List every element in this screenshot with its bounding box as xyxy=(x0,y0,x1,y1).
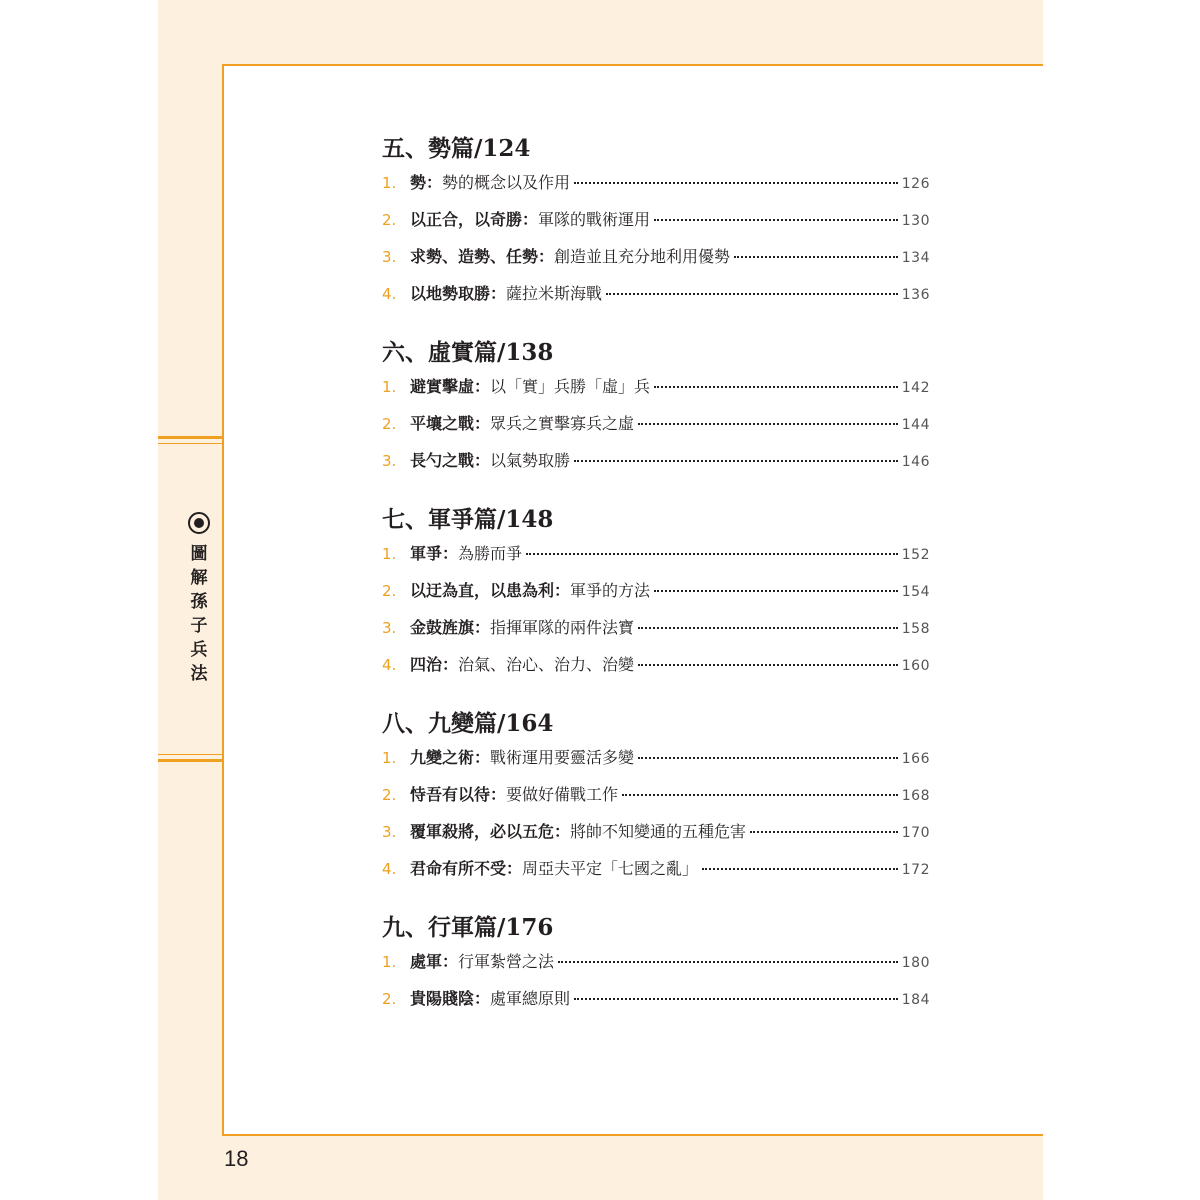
entry-label-text: 戰術運用要靈活多變 xyxy=(490,748,635,767)
entry-number: 1. xyxy=(382,953,397,971)
entry-page: 160 xyxy=(901,658,930,674)
entry-number: 1. xyxy=(382,174,397,192)
toc-entry[interactable] xyxy=(382,650,930,687)
entry-label-bold: 長勺之戰： xyxy=(410,451,491,470)
entry-label xyxy=(410,409,634,439)
entry-label-text: 以氣勢取勝 xyxy=(490,451,571,470)
entry-number: 2. xyxy=(382,990,397,1008)
entry-label xyxy=(410,576,650,606)
toc-entry[interactable] xyxy=(382,446,930,483)
dot-leader xyxy=(558,961,898,963)
entry-number: 1. xyxy=(382,545,397,563)
toc-entry[interactable] xyxy=(382,279,930,316)
section-title: 七、軍爭篇/148 xyxy=(382,506,554,533)
entry-label-text: 要做好備戰工作 xyxy=(506,785,619,804)
entry-number: 3. xyxy=(382,619,397,637)
entry-number: 1. xyxy=(382,749,397,767)
book-title-char: 兵 xyxy=(190,640,208,660)
toc-entry[interactable] xyxy=(382,947,930,984)
entry-label-text: 行軍紮營之法 xyxy=(458,952,555,971)
entry-label-text: 以「實」兵勝「虛」兵 xyxy=(490,377,651,396)
book-title-char: 孫 xyxy=(190,592,208,612)
entry-page: 144 xyxy=(901,417,930,433)
entry-page: 172 xyxy=(901,862,930,878)
entry-label-bold: 恃吾有以待： xyxy=(410,785,507,804)
entry-label-text: 處軍總原則 xyxy=(490,989,571,1008)
toc-section xyxy=(382,338,930,483)
entry-label-text: 周亞夫平定「七國之亂」 xyxy=(522,859,699,878)
entry-label-bold: 九變之術： xyxy=(410,748,491,767)
toc-entry[interactable] xyxy=(382,743,930,780)
toc-section xyxy=(382,913,930,1021)
dot-leader xyxy=(574,998,898,1000)
section-title: 五、勢篇/124 xyxy=(382,135,531,162)
toc-entry[interactable] xyxy=(382,576,930,613)
entry-label-bold: 以迂為直，以患為利： xyxy=(410,581,571,600)
book-title-char: 解 xyxy=(190,568,208,588)
book-title-char: 圖 xyxy=(190,544,208,564)
entry-number: 1. xyxy=(382,378,397,396)
section-title: 六、虛實篇/138 xyxy=(382,339,554,366)
entry-page: 126 xyxy=(901,176,930,192)
entry-label xyxy=(410,446,570,476)
entry-number: 4. xyxy=(382,285,397,303)
entry-label xyxy=(410,539,522,569)
entry-label-bold: 平壤之戰： xyxy=(410,414,491,433)
entry-label-text: 眾兵之實擊寡兵之虛 xyxy=(490,414,635,433)
book-title-char: 子 xyxy=(190,616,208,636)
entry-label xyxy=(410,817,746,847)
toc-entry[interactable] xyxy=(382,984,930,1021)
entry-label xyxy=(410,947,554,977)
dot-leader xyxy=(622,794,898,796)
entry-label xyxy=(410,205,650,235)
entry-label-text: 軍隊的戰術運用 xyxy=(538,210,651,229)
entry-number: 3. xyxy=(382,452,397,470)
entry-page: 142 xyxy=(901,380,930,396)
entry-page: 170 xyxy=(901,825,930,841)
dot-leader xyxy=(750,831,898,833)
entry-label-bold: 軍爭： xyxy=(410,544,459,563)
page-number: 18 xyxy=(224,1146,249,1171)
entry-number: 3. xyxy=(382,248,397,266)
toc-entry[interactable] xyxy=(382,613,930,650)
entry-page: 158 xyxy=(901,621,930,637)
entry-label xyxy=(410,613,634,643)
entry-page: 168 xyxy=(901,788,930,804)
entry-label-bold: 以正合，以奇勝： xyxy=(410,210,539,229)
bullet-icon xyxy=(188,512,210,534)
entry-label-text: 創造並且充分地利用優勢 xyxy=(554,247,731,266)
dot-leader xyxy=(638,423,898,425)
entry-label-bold: 處軍： xyxy=(410,952,459,971)
entry-label-bold: 以地勢取勝： xyxy=(410,284,507,303)
dot-leader xyxy=(638,757,898,759)
toc-entry[interactable] xyxy=(382,539,930,576)
entry-number: 2. xyxy=(382,786,397,804)
entry-label xyxy=(410,743,634,773)
dot-leader xyxy=(574,182,898,184)
entry-page: 184 xyxy=(901,992,930,1008)
entry-label xyxy=(410,984,570,1014)
toc-entry[interactable] xyxy=(382,242,930,279)
entry-label-bold: 避實擊虛： xyxy=(410,377,491,396)
toc-entry[interactable] xyxy=(382,854,930,891)
entry-label-bold: 勢： xyxy=(410,173,443,192)
entry-number: 4. xyxy=(382,860,397,878)
entry-page: 180 xyxy=(901,955,930,971)
entry-page: 154 xyxy=(901,584,930,600)
entry-label-text: 將帥不知變通的五種危害 xyxy=(570,822,747,841)
entry-label xyxy=(410,854,698,884)
entry-label xyxy=(410,780,618,810)
entry-label-text: 為勝而爭 xyxy=(458,544,523,563)
entry-label-bold: 君命有所不受： xyxy=(410,859,523,878)
book-title-vertical xyxy=(186,542,212,686)
entry-page: 134 xyxy=(901,250,930,266)
toc-entry[interactable] xyxy=(382,168,930,205)
entry-label-bold: 金鼓旌旗： xyxy=(410,618,491,637)
section-title: 八、九變篇/164 xyxy=(382,710,554,737)
dot-leader xyxy=(654,590,898,592)
entry-page: 146 xyxy=(901,454,930,470)
toc-section xyxy=(382,505,930,687)
entry-label-bold: 覆軍殺將，必以五危： xyxy=(410,822,571,841)
entry-label-text: 軍爭的方法 xyxy=(570,581,651,600)
toc-section xyxy=(382,709,930,891)
entry-label-bold: 四治： xyxy=(410,655,459,674)
entry-number: 2. xyxy=(382,415,397,433)
dot-leader xyxy=(526,553,898,555)
dot-leader xyxy=(638,627,898,629)
dot-leader xyxy=(654,386,898,388)
entry-number: 4. xyxy=(382,656,397,674)
entry-label-text: 勢的概念以及作用 xyxy=(442,173,571,192)
entry-label-text: 指揮軍隊的兩件法寶 xyxy=(490,618,635,637)
entry-label xyxy=(410,279,602,309)
entry-number: 2. xyxy=(382,582,397,600)
dot-leader xyxy=(638,664,898,666)
section-title: 九、行軍篇/176 xyxy=(382,914,554,941)
entry-label xyxy=(410,372,650,402)
entry-label-text: 治氣、治心、治力、治變 xyxy=(458,655,635,674)
toc-section xyxy=(382,134,930,316)
toc-entry[interactable] xyxy=(382,409,930,446)
entry-number: 2. xyxy=(382,211,397,229)
book-title-char: 法 xyxy=(190,664,208,684)
entry-number: 3. xyxy=(382,823,397,841)
entry-page: 152 xyxy=(901,547,930,563)
entry-page: 130 xyxy=(901,213,930,229)
entry-label xyxy=(410,168,570,198)
toc-entry[interactable] xyxy=(382,205,930,242)
entry-label-bold: 求勢、造勢、任勢： xyxy=(410,247,555,266)
entry-page: 166 xyxy=(901,751,930,767)
dot-leader xyxy=(734,256,898,258)
entry-label-bold: 貴陽賤陰： xyxy=(410,989,491,1008)
dot-leader xyxy=(606,293,898,295)
entry-label xyxy=(410,242,730,272)
dot-leader xyxy=(654,219,898,221)
dot-leader xyxy=(702,868,898,870)
toc-entry[interactable] xyxy=(382,372,930,409)
entry-label xyxy=(410,650,634,680)
entry-page: 136 xyxy=(901,287,930,303)
entry-label-text: 薩拉米斯海戰 xyxy=(506,284,603,303)
toc-entry[interactable] xyxy=(382,780,930,817)
dot-leader xyxy=(574,460,898,462)
toc-entry[interactable] xyxy=(382,817,930,854)
